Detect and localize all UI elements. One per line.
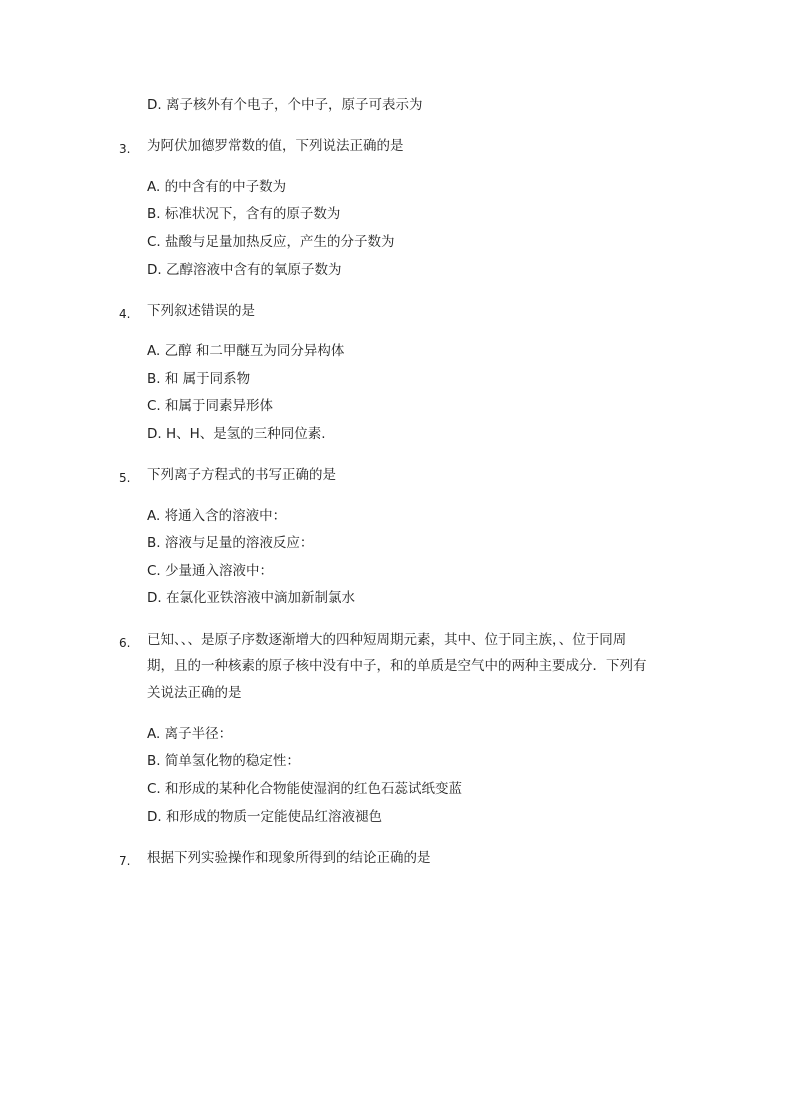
q6-option-d: D. 和形成的物质一定能使品红溶液褪色 [147,809,382,825]
q7-number: 7. [119,854,131,868]
q4-stem: 下列叙述错误的是 [147,303,255,319]
q4-option-a: A. 乙醇 和二甲醚互为同分异构体 [147,343,345,359]
q4-option-d: D. H、H、是氢的三种同位素. [147,426,326,442]
q3-option-d: D. 乙醇溶液中含有的氧原子数为 [147,262,342,278]
q7-stem: 根据下列实验操作和现象所得到的结论正确的是 [147,850,431,866]
q6-stem-line-1: 已知、、、是原子序数逐渐增大的四种短周期元素，其中、位于同主族，、位于同周 [147,632,627,648]
q6-option-c: C. 和形成的某种化合物能使湿润的红色石蕊试纸变蓝 [147,781,463,797]
q3-stem: 为阿伏加德罗常数的值，下列说法正确的是 [147,138,404,154]
q4-number: 4. [119,307,131,321]
q4-option-c: C. 和属于同素异形体 [147,398,274,414]
q5-option-b: B. 溶液与足量的溶液反应： [147,535,314,551]
q2-option-d: D. 离子核外有个电子，个中子，原子可表示为 [147,97,423,113]
q6-option-b: B. 简单氢化物的稳定性： [147,753,300,769]
q3-option-c: C. 盐酸与足量加热反应，产生的分子数为 [147,234,395,250]
q5-stem: 下列离子方程式的书写正确的是 [147,467,336,483]
q4-option-b: B. 和 属于同系物 [147,371,251,387]
q5-number: 5. [119,471,131,485]
q6-option-a: A. 离子半径： [147,726,233,742]
q6-number: 6. [119,636,131,650]
q3-option-b: B. 标准状况下，含有的原子数为 [147,206,341,222]
q6-stem-line-2: 期，且的一种核素的原子核中没有中子，和的单质是空气中的两种主要成分．下列有 [147,658,647,674]
q3-option-a: A. 的中含有的中子数为 [147,179,287,195]
q5-option-d: D. 在氯化亚铁溶液中滴加新制氯水 [147,590,355,606]
q5-option-c: C. 少量通入溶液中： [147,563,274,579]
q6-stem-line-3: 关说法正确的是 [147,685,242,701]
q5-option-a: A. 将通入含的溶液中： [147,508,287,524]
q3-number: 3. [119,142,131,156]
